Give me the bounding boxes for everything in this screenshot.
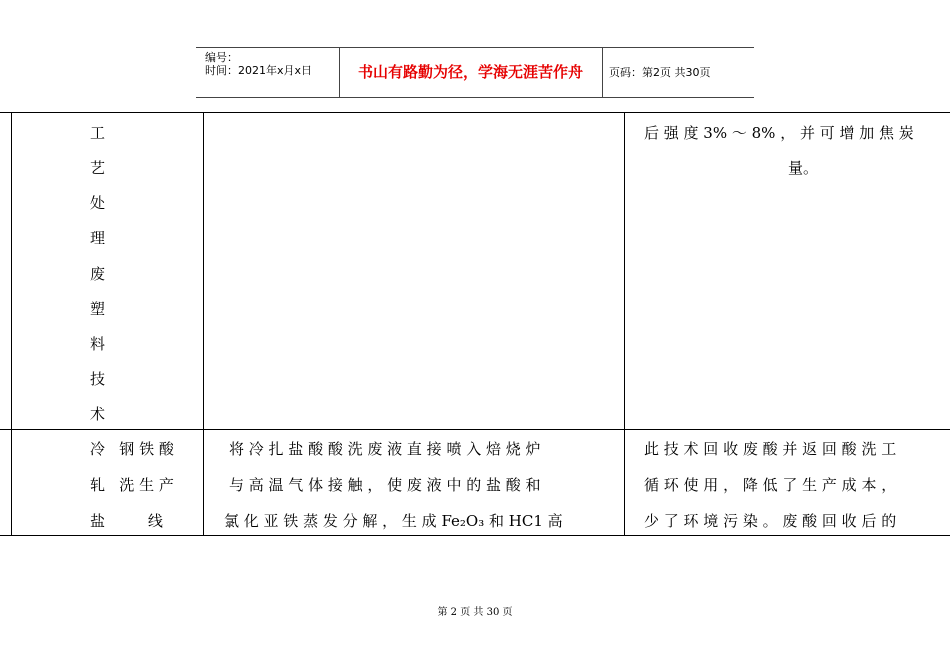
vertical-char: 技: [90, 370, 106, 388]
row2-col2-line: 与 高 温 气 体 接 触 ， 使 废 液 中 的 盐 酸 和: [229, 476, 541, 494]
motto: 书山有路勤为径，学海无涯苦作舟: [339, 48, 603, 97]
table-col-divider: [203, 112, 204, 536]
vertical-char: 料: [90, 335, 106, 353]
page-header: [196, 47, 754, 98]
page-info: 页码：第2页 共30页: [609, 66, 711, 79]
number-label: 编号：: [205, 51, 238, 64]
row2-col1-line: 轧 洗 生 产: [90, 476, 174, 494]
row2-col2-line: 将 冷 扎 盐 酸 酸 洗 废 液 直 接 喷 入 焙 烧 炉: [229, 440, 541, 458]
vertical-char: 塑: [90, 300, 106, 318]
row2-col3-line: 此 技 术 回 收 废 酸 并 返 回 酸 洗 工: [644, 440, 897, 458]
vertical-char: 工: [90, 124, 106, 142]
row2-col3-line: 少 了 环 境 污 染 。 废 酸 回 收 后 的: [644, 512, 897, 530]
table-border-top: [0, 112, 950, 113]
table-row-divider: [0, 429, 950, 430]
vertical-char: 处: [90, 194, 106, 212]
date-label: 时间：2021年x月x日: [205, 64, 313, 77]
table-border-left: [11, 112, 12, 536]
row1-col3-line: 后 强 度 3% ～ 8% ， 并 可 增 加 焦 炭: [644, 124, 914, 142]
row2-col1-line: 盐 线: [90, 512, 163, 530]
page-info-cell: [602, 48, 754, 97]
row2-col1-line: 冷 钢 铁 酸: [90, 440, 174, 458]
vertical-char: 废: [90, 265, 106, 283]
vertical-char: 理: [90, 229, 106, 247]
header-meta-cell: [196, 48, 340, 97]
page-footer: 第 2 页 共 30 页: [437, 607, 513, 618]
row2-col2-line: 氯 化 亚 铁 蒸 发 分 解 ， 生 成 Fe₂O₃ 和 HC1 高: [224, 512, 563, 530]
table-border-bottom: [0, 535, 950, 536]
vertical-char: 艺: [90, 159, 106, 177]
row2-col3-line: 循 环 使 用 ， 降 低 了 生 产 成 本 ，: [644, 476, 897, 494]
vertical-char: 术: [90, 405, 106, 423]
row1-col3-line: 量。: [788, 159, 819, 177]
table-col-divider: [624, 112, 625, 536]
